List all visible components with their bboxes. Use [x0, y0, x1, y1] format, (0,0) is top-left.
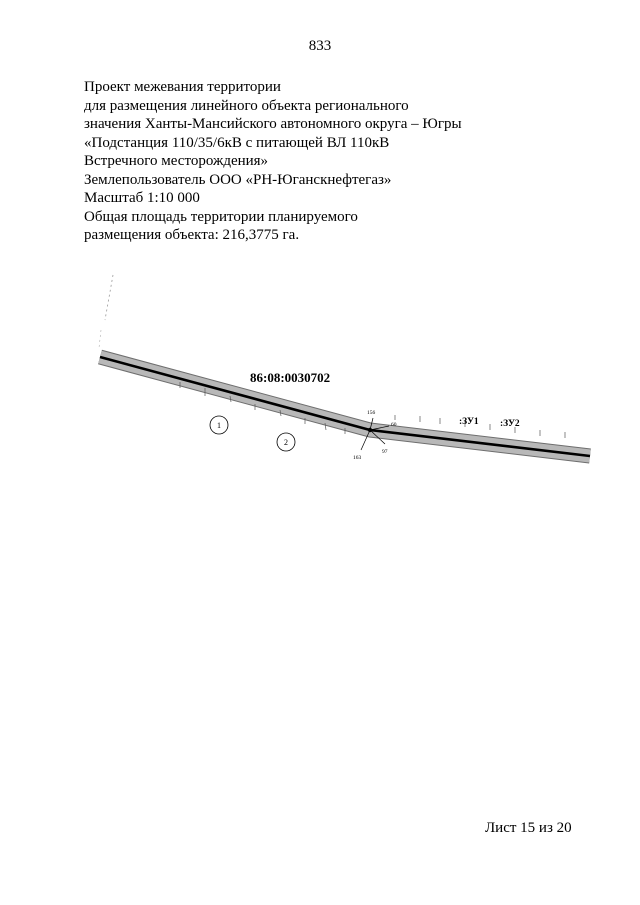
header-line: для размещения линейного объекта регионального: [84, 97, 409, 114]
point-label: 163: [353, 455, 362, 461]
document-header: [84, 78, 564, 245]
point-label: 156: [367, 410, 376, 416]
guide-line: [105, 275, 113, 320]
header-line: Встречного месторождения»: [84, 153, 269, 169]
circle-marker-label: 1: [217, 421, 221, 430]
page-number: 833: [308, 38, 332, 54]
cadastral-number: 86:08:0030702: [250, 370, 331, 385]
header-line: «Подстанция 110/35/6кВ с питающей ВЛ 110кВ: [84, 134, 390, 151]
circle-marker-label: 2: [284, 438, 288, 447]
survey-map-drawing: [95, 270, 595, 490]
header-line: Проект межевания территории: [84, 79, 281, 95]
point-label: 60: [391, 422, 397, 428]
point-label: 97: [382, 449, 388, 455]
survey-map: [95, 270, 595, 490]
corridor-band: [100, 357, 590, 456]
header-line: размещения объекта: 216,3775 га.: [84, 227, 300, 243]
header-line: Масштаб 1:10 000: [84, 190, 200, 206]
guide-line: [99, 330, 101, 348]
header-line: Землепользователь ООО «РН-Юганскнефтегаз»: [84, 171, 392, 188]
plot-label: :ЗУ1: [459, 417, 479, 427]
plot-label: :ЗУ2: [500, 419, 520, 429]
header-line: значения Ханты-Мансийского автономного округа – Югры: [84, 116, 462, 132]
header-line: Общая площадь территории планируемого: [84, 208, 358, 225]
sheet-counter: Лист 15 из 20: [485, 820, 572, 836]
